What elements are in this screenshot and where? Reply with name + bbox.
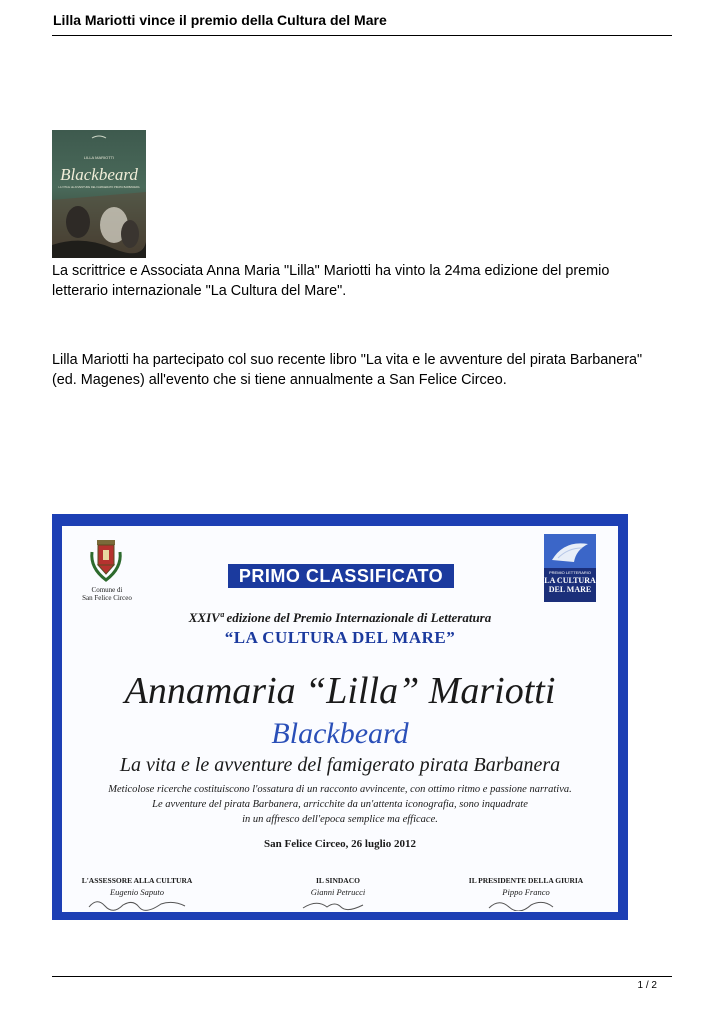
cover-top-line: LILLA MARIOTTI	[83, 155, 115, 160]
signature-block-presidente	[456, 876, 596, 916]
motivation-line-2: Le avventure del pirata Barbanera, arricchite da un'attenta iconografia, sono inquadrate	[152, 799, 528, 810]
book-subtitle: La vita e le avventure del famigerato pirata Barbanera	[119, 754, 561, 776]
edizione-text: XXIVª edizione del Premio Internazionale di Letteratura	[188, 610, 492, 625]
logo-line-2: DEL MARE	[548, 585, 592, 594]
handwritten-signature-icon	[77, 897, 197, 911]
page-header-title: Lilla Mariotti vince il premio della Cultura del Mare	[53, 12, 387, 28]
certificate-image	[52, 514, 628, 920]
handwritten-signature-icon	[461, 897, 591, 911]
paragraph-1	[52, 261, 682, 301]
place-date: San Felice Circeo, 26 luglio 2012	[264, 838, 416, 850]
signature-block-sindaco	[278, 876, 398, 916]
page-number: 1 / 2	[637, 980, 657, 991]
motivation-line-3: in un affresco dell'epoca semplice ma efficace.	[242, 814, 438, 825]
book-title: Blackbeard	[271, 717, 409, 750]
cover-sub-line: LA VITA E LE AVVENTURE DEL FAMIGERATO PIRATA BARBANERA	[58, 186, 140, 189]
handwritten-signature-icon	[283, 897, 393, 911]
paragraph-1-line-1: La scrittrice e Associata Anna Maria "Lilla" Mariotti ha vinto la 24ma edizione del premio	[52, 263, 610, 279]
signature-role: IL SINDACO	[316, 876, 360, 885]
premio-name: “LA CULTURA DEL MARE”	[224, 628, 456, 647]
signature-role: IL PRESIDENTE DELLA GIURIA	[468, 876, 584, 885]
cover-title: Blackbeard	[60, 165, 138, 184]
logo-sub-text: PREMIO LETTERARIO	[548, 570, 591, 575]
paragraph-1-line-2: letterario internazionale "La Cultura del Mare".	[52, 283, 347, 299]
prize-logo	[544, 534, 596, 602]
logo-bird-image	[544, 534, 596, 568]
winner-name: Annamaria “Lilla” Mariotti	[124, 670, 556, 712]
paragraph-2-line-2: (ed. Magenes) all'evento che si tiene annualmente a San Felice Circeo.	[52, 372, 507, 388]
coat-of-arms-icon	[88, 538, 124, 584]
signature-block-assessore	[72, 876, 202, 916]
book-cover-image	[52, 130, 146, 258]
signature-name: Pippo Franco	[502, 887, 550, 897]
header-rule	[52, 35, 672, 36]
logo-line-1: LA CULTURA	[544, 576, 596, 585]
motivation-text	[52, 782, 628, 827]
paragraph-2-line-1: Lilla Mariotti ha partecipato col suo recente libro "La vita e le avventure del pirata Barbanera"	[52, 352, 643, 368]
footer-rule	[52, 976, 672, 977]
signature-name: Eugenio Saputo	[109, 887, 165, 897]
motivation-line-1: Meticolose ricerche costituiscono l'ossatura di un racconto avvincente, con ottimo ritmo e passione narrativa.	[108, 784, 572, 795]
primo-classificato-banner: PRIMO CLASSIFICATO	[228, 564, 454, 588]
comune-line-2: San Felice Circeo	[82, 594, 132, 602]
signature-name: Gianni Petrucci	[310, 887, 366, 897]
comune-line-1: Comune di	[91, 586, 123, 594]
signature-role: L'ASSESSORE ALLA CULTURA	[81, 876, 193, 885]
paragraph-2	[52, 350, 682, 390]
comune-label	[74, 586, 140, 602]
logo-main-text	[544, 576, 596, 594]
